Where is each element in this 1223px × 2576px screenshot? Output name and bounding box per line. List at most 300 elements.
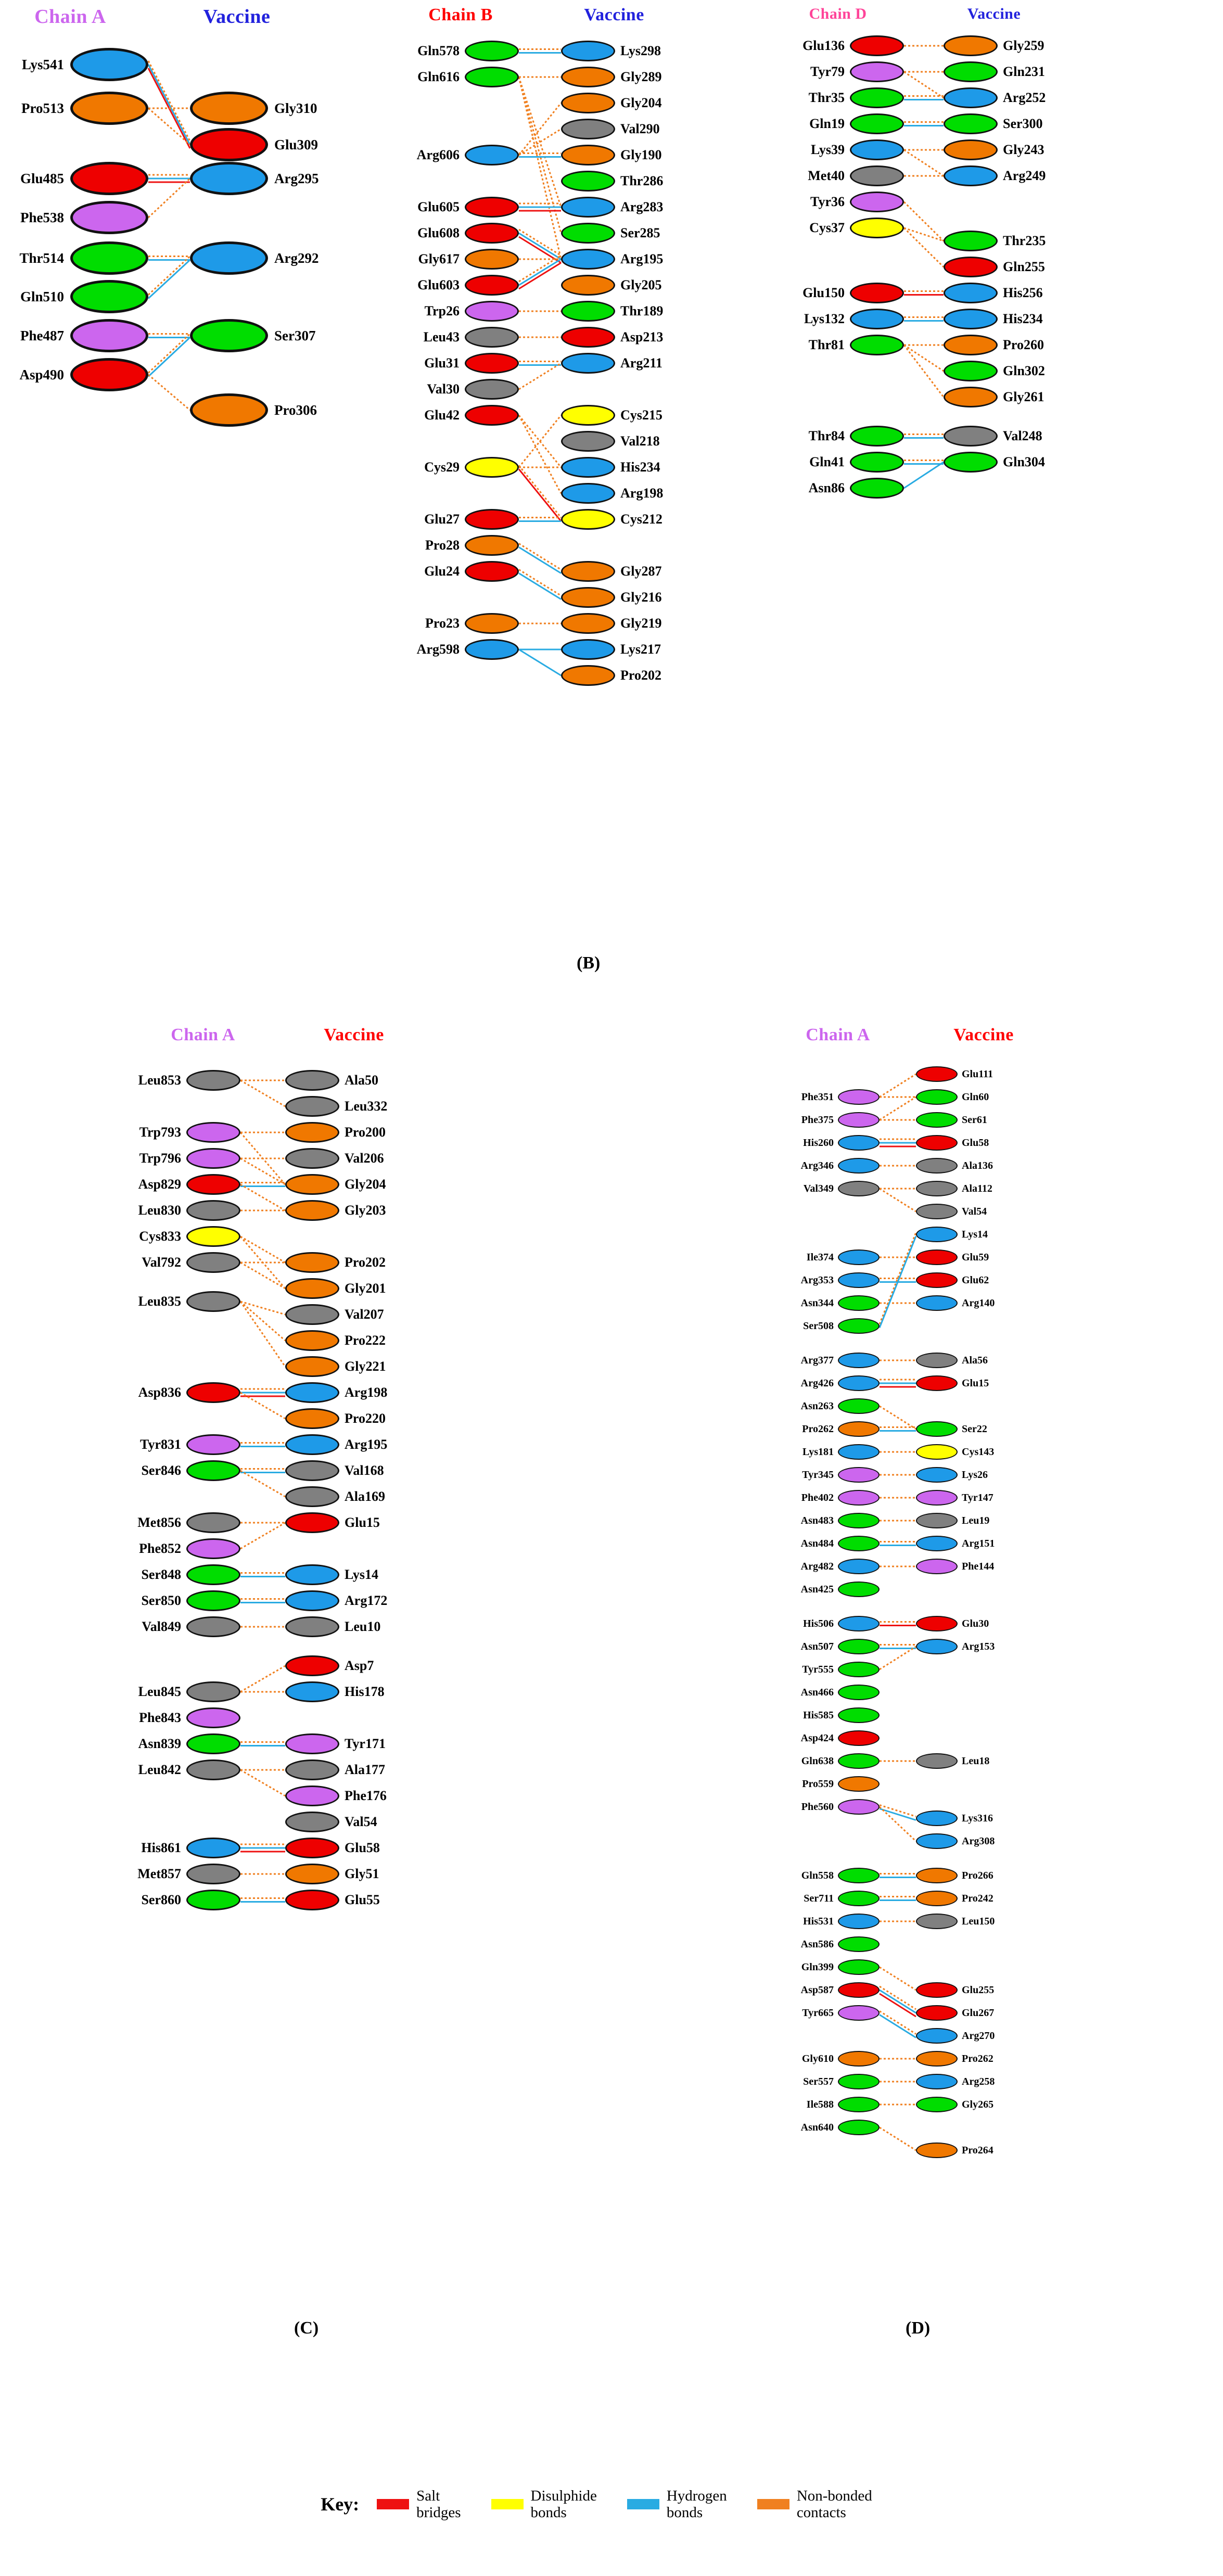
- residue-node[interactable]: [561, 67, 661, 87]
- residue-node[interactable]: [765, 1891, 880, 1906]
- residue-node[interactable]: [916, 1891, 993, 1906]
- residue-label: Asn586: [800, 1939, 834, 1950]
- residue-node[interactable]: [765, 2097, 880, 2112]
- residue-ellipse: [186, 1890, 240, 1910]
- residue-node[interactable]: [561, 587, 661, 608]
- residue-ellipse: [838, 1707, 880, 1723]
- residue-node[interactable]: [765, 426, 904, 447]
- residue-ellipse: [944, 139, 998, 160]
- residue-ellipse: [561, 119, 615, 139]
- residue-ellipse: [561, 275, 615, 296]
- residue-node[interactable]: [380, 223, 519, 244]
- residue-node[interactable]: [944, 257, 1045, 277]
- residue-node[interactable]: [765, 1398, 880, 1414]
- residue-node[interactable]: [285, 1174, 386, 1195]
- residue-node[interactable]: [944, 113, 1043, 134]
- residue-node[interactable]: [561, 171, 663, 192]
- residue-node[interactable]: [916, 1421, 987, 1437]
- residue-node[interactable]: [916, 1914, 995, 1929]
- residue-node[interactable]: [765, 1936, 880, 1952]
- residue-node[interactable]: [765, 1295, 880, 1311]
- bond-line: [240, 1080, 285, 1106]
- residue-node[interactable]: [944, 231, 1046, 251]
- residue-node[interactable]: [916, 1112, 987, 1128]
- residue-node[interactable]: [285, 1486, 385, 1507]
- residue-node[interactable]: [285, 1590, 387, 1611]
- residue-label: Gly204: [345, 1177, 386, 1192]
- residue-node[interactable]: [765, 1685, 880, 1700]
- residue-label: Ala56: [962, 1355, 988, 1366]
- residue-ellipse: [465, 561, 519, 582]
- residue-node[interactable]: [765, 1444, 880, 1460]
- residue-node[interactable]: [765, 1616, 880, 1631]
- residue-ellipse: [70, 162, 148, 195]
- residue-node[interactable]: [765, 1375, 880, 1391]
- residue-label: His585: [803, 1710, 834, 1721]
- residue-node[interactable]: [561, 41, 661, 61]
- residue-node[interactable]: [109, 1291, 240, 1312]
- residue-node[interactable]: [765, 35, 904, 56]
- residue-node[interactable]: [5, 280, 148, 313]
- bond-line: [519, 237, 561, 263]
- residue-node[interactable]: [380, 41, 519, 61]
- residue-label: Phe402: [801, 1492, 834, 1503]
- residue-node[interactable]: [561, 509, 663, 530]
- residue-label: Asp213: [620, 329, 664, 345]
- residue-label: Pro266: [962, 1870, 993, 1881]
- residue-label: Ser508: [803, 1320, 834, 1332]
- residue-node[interactable]: [916, 1513, 989, 1528]
- residue-ellipse: [838, 1467, 880, 1483]
- residue-node[interactable]: [109, 1512, 240, 1533]
- residue-node[interactable]: [916, 1639, 995, 1654]
- residue-node[interactable]: [285, 1122, 386, 1143]
- residue-node[interactable]: [765, 1318, 880, 1334]
- residue-node[interactable]: [109, 1434, 240, 1455]
- residue-node[interactable]: [765, 309, 904, 329]
- residue-ellipse: [838, 1295, 880, 1311]
- residue-ellipse: [838, 1398, 880, 1414]
- residue-node[interactable]: [765, 87, 904, 108]
- residue-label: Lys181: [802, 1446, 834, 1458]
- residue-ellipse: [70, 319, 148, 352]
- residue-node[interactable]: [561, 327, 663, 348]
- residue-ellipse: [850, 478, 904, 499]
- residue-node[interactable]: [561, 431, 660, 452]
- residue-node[interactable]: [944, 61, 1045, 82]
- residue-ellipse: [561, 587, 615, 608]
- residue-node[interactable]: [285, 1148, 384, 1169]
- residue-node[interactable]: [109, 1759, 240, 1780]
- residue-node[interactable]: [285, 1681, 385, 1702]
- bond-line: [880, 1805, 916, 1817]
- legend-line-2: bridges: [416, 2504, 461, 2521]
- residue-node[interactable]: [380, 353, 519, 374]
- residue-node[interactable]: [380, 379, 519, 400]
- residue-node[interactable]: [765, 1639, 880, 1654]
- residue-node[interactable]: [944, 165, 1046, 186]
- residue-node[interactable]: [285, 1382, 387, 1403]
- residue-node[interactable]: [561, 145, 661, 165]
- residue-node[interactable]: [765, 1272, 880, 1288]
- residue-node[interactable]: [916, 1444, 994, 1460]
- residue-node[interactable]: [109, 1070, 240, 1091]
- residue-node[interactable]: [944, 452, 1045, 473]
- residue-node[interactable]: [944, 361, 1045, 381]
- residue-node[interactable]: [916, 1227, 988, 1242]
- residue-node[interactable]: [765, 1959, 880, 1975]
- residue-node[interactable]: [285, 1070, 378, 1091]
- residue-node[interactable]: [285, 1278, 386, 1299]
- residue-node[interactable]: [916, 1868, 993, 1883]
- residue-node[interactable]: [561, 561, 661, 582]
- residue-node[interactable]: [5, 358, 148, 391]
- residue-node[interactable]: [765, 1135, 880, 1151]
- residue-ellipse: [70, 92, 148, 125]
- residue-node[interactable]: [285, 1564, 378, 1585]
- residue-node[interactable]: [561, 613, 661, 634]
- residue-label: His260: [803, 1137, 834, 1149]
- residue-node[interactable]: [380, 197, 519, 218]
- residue-node[interactable]: [561, 353, 663, 374]
- residue-node[interactable]: [765, 1753, 880, 1769]
- residue-node[interactable]: [765, 1089, 880, 1105]
- residue-node[interactable]: [916, 2074, 995, 2089]
- residue-node[interactable]: [561, 119, 660, 139]
- residue-node[interactable]: [561, 301, 663, 322]
- residue-node[interactable]: [916, 1833, 995, 1849]
- residue-node[interactable]: [944, 35, 1044, 56]
- residue-label: Asp424: [800, 1732, 834, 1744]
- residue-node[interactable]: [380, 613, 519, 634]
- residue-node[interactable]: [380, 509, 519, 530]
- residue-node[interactable]: [765, 1662, 880, 1677]
- residue-node[interactable]: [109, 1200, 240, 1221]
- residue-node[interactable]: [561, 197, 663, 218]
- residue-node[interactable]: [765, 218, 904, 238]
- residue-node[interactable]: [765, 1536, 880, 1551]
- residue-node[interactable]: [285, 1838, 380, 1858]
- residue-node[interactable]: [561, 405, 663, 426]
- residue-label: Pro559: [802, 1778, 834, 1790]
- residue-label: Phe852: [139, 1541, 181, 1556]
- residue-label: Lys541: [21, 56, 64, 72]
- residue-ellipse: [838, 1582, 880, 1597]
- residue-label: Gly204: [620, 95, 662, 110]
- residue-node[interactable]: [944, 309, 1043, 329]
- residue-node[interactable]: [765, 139, 904, 160]
- residue-node[interactable]: [561, 275, 661, 296]
- residue-node[interactable]: [285, 1890, 380, 1910]
- residue-node[interactable]: [916, 1066, 993, 1082]
- residue-node[interactable]: [380, 301, 519, 322]
- residue-node[interactable]: [944, 387, 1044, 407]
- residue-ellipse: [916, 2051, 958, 2067]
- residue-node[interactable]: [561, 665, 661, 686]
- residue-node[interactable]: [109, 1838, 240, 1858]
- residue-node[interactable]: [380, 249, 519, 270]
- residue-node[interactable]: [285, 1304, 384, 1325]
- residue-node[interactable]: [109, 1382, 240, 1403]
- bond-line: [519, 573, 561, 600]
- residue-node[interactable]: [916, 1181, 992, 1196]
- residue-node[interactable]: [916, 1982, 994, 1998]
- residue-ellipse: [190, 128, 268, 161]
- residue-node[interactable]: [190, 241, 319, 275]
- residue-ellipse: [838, 1753, 880, 1769]
- residue-node[interactable]: [109, 1252, 240, 1273]
- residue-node[interactable]: [944, 426, 1042, 447]
- residue-node[interactable]: [765, 113, 904, 134]
- residue-node[interactable]: [765, 478, 904, 499]
- residue-node[interactable]: [765, 452, 904, 473]
- residue-node[interactable]: [109, 1890, 240, 1910]
- residue-node[interactable]: [190, 393, 317, 427]
- residue-node[interactable]: [916, 1135, 989, 1151]
- residue-node[interactable]: [285, 1200, 386, 1221]
- residue-node[interactable]: [916, 1272, 989, 1288]
- residue-label: Arg249: [1003, 168, 1046, 183]
- residue-label: Phe176: [345, 1788, 387, 1803]
- residue-node[interactable]: [109, 1460, 240, 1481]
- residue-node[interactable]: [109, 1174, 240, 1195]
- residue-ellipse: [916, 1353, 958, 1368]
- residue-node[interactable]: [285, 1655, 374, 1676]
- residue-node[interactable]: [916, 2005, 994, 2021]
- residue-node[interactable]: [380, 405, 519, 426]
- residue-node[interactable]: [765, 1421, 880, 1437]
- residue-node[interactable]: [916, 1467, 988, 1483]
- residue-node[interactable]: [109, 1538, 240, 1559]
- residue-node[interactable]: [561, 639, 661, 660]
- residue-node[interactable]: [109, 1733, 240, 1754]
- residue-ellipse: [561, 431, 615, 452]
- residue-node[interactable]: [765, 1112, 880, 1128]
- residue-ellipse: [285, 1486, 339, 1507]
- residue-node[interactable]: [561, 249, 663, 270]
- residue-node[interactable]: [765, 1868, 880, 1883]
- residue-node[interactable]: [765, 165, 904, 186]
- residue-node[interactable]: [5, 201, 148, 234]
- residue-node[interactable]: [765, 1914, 880, 1929]
- residue-node[interactable]: [765, 2120, 880, 2135]
- residue-node[interactable]: [765, 1181, 880, 1196]
- legend-line-2: bonds: [666, 2504, 703, 2521]
- residue-node[interactable]: [285, 1512, 380, 1533]
- residue-node[interactable]: [944, 335, 1044, 355]
- residue-node[interactable]: [285, 1434, 387, 1455]
- residue-ellipse: [944, 87, 998, 108]
- residue-label: Glu485: [20, 170, 64, 186]
- residue-node[interactable]: [561, 93, 661, 113]
- residue-node[interactable]: [380, 145, 519, 165]
- residue-node[interactable]: [5, 48, 148, 81]
- residue-node[interactable]: [765, 335, 904, 355]
- bond-line: [148, 108, 190, 145]
- residue-node[interactable]: [5, 319, 148, 352]
- residue-node[interactable]: [916, 2028, 995, 2044]
- residue-node[interactable]: [916, 1753, 989, 1769]
- residue-node[interactable]: [109, 1707, 240, 1728]
- residue-node[interactable]: [916, 1616, 989, 1631]
- residue-node[interactable]: [765, 1776, 880, 1792]
- residue-label: Val218: [620, 433, 660, 449]
- residue-node[interactable]: [190, 92, 317, 125]
- residue-node[interactable]: [765, 1982, 880, 1998]
- residue-node[interactable]: [916, 2097, 993, 2112]
- bond-line: [240, 1263, 285, 1289]
- residue-node[interactable]: [109, 1864, 240, 1884]
- panel-b-left-header: Chain B: [428, 5, 493, 24]
- residue-node[interactable]: [109, 1122, 240, 1143]
- residue-node[interactable]: [190, 162, 319, 195]
- residue-node[interactable]: [916, 1375, 989, 1391]
- residue-node[interactable]: [285, 1864, 379, 1884]
- residue-node[interactable]: [285, 1786, 387, 1806]
- residue-node[interactable]: [916, 1490, 993, 1506]
- residue-node[interactable]: [916, 1559, 994, 1574]
- residue-ellipse: [465, 223, 519, 244]
- residue-label: Val207: [345, 1307, 384, 1322]
- residue-ellipse: [465, 275, 519, 296]
- residue-node[interactable]: [561, 457, 660, 478]
- residue-node[interactable]: [5, 162, 148, 195]
- residue-label: Leu10: [345, 1619, 381, 1634]
- residue-node[interactable]: [285, 1733, 386, 1754]
- residue-node[interactable]: [285, 1616, 380, 1637]
- residue-node[interactable]: [765, 283, 904, 303]
- residue-node[interactable]: [765, 1353, 880, 1368]
- residue-label: Gln19: [809, 116, 845, 131]
- residue-node[interactable]: [916, 1353, 988, 1368]
- residue-node[interactable]: [380, 561, 519, 582]
- residue-node[interactable]: [916, 1536, 995, 1551]
- residue-node[interactable]: [285, 1812, 377, 1832]
- residue-ellipse: [916, 2097, 958, 2112]
- residue-node[interactable]: [916, 1810, 993, 1826]
- residue-node[interactable]: [916, 2143, 993, 2158]
- residue-node[interactable]: [765, 2005, 880, 2021]
- residue-node[interactable]: [916, 1249, 989, 1265]
- residue-node[interactable]: [765, 2074, 880, 2089]
- bond-line: [148, 334, 190, 373]
- residue-label: Tyr345: [802, 1469, 834, 1481]
- residue-node[interactable]: [916, 1295, 995, 1311]
- residue-node[interactable]: [380, 327, 519, 348]
- residue-label: Pro23: [425, 616, 460, 631]
- residue-label: Ser285: [620, 225, 660, 240]
- residue-node[interactable]: [5, 92, 148, 125]
- residue-ellipse: [285, 1564, 339, 1585]
- residue-ellipse: [186, 1564, 240, 1585]
- residue-node[interactable]: [285, 1356, 386, 1377]
- residue-ellipse: [285, 1304, 339, 1325]
- residue-node[interactable]: [561, 483, 663, 504]
- residue-ellipse: [850, 35, 904, 56]
- residue-node[interactable]: [765, 1467, 880, 1483]
- residue-node[interactable]: [765, 61, 904, 82]
- residue-node[interactable]: [765, 1249, 880, 1265]
- residue-label: Val849: [142, 1619, 181, 1634]
- residue-ellipse: [186, 1838, 240, 1858]
- residue-node[interactable]: [109, 1226, 240, 1247]
- residue-node[interactable]: [285, 1408, 386, 1429]
- residue-node[interactable]: [109, 1616, 240, 1637]
- residue-label: Lys316: [962, 1813, 993, 1824]
- residue-node[interactable]: [944, 87, 1046, 108]
- residue-label: Glu27: [424, 512, 460, 527]
- residue-node[interactable]: [380, 535, 519, 556]
- residue-ellipse: [465, 457, 519, 478]
- residue-ellipse: [186, 1759, 240, 1780]
- residue-label: Cys212: [620, 512, 663, 527]
- residue-node[interactable]: [765, 1799, 880, 1815]
- residue-node[interactable]: [916, 1158, 993, 1174]
- residue-node[interactable]: [916, 1204, 987, 1219]
- residue-label: Pro28: [425, 538, 460, 553]
- residue-node[interactable]: [285, 1096, 387, 1117]
- residue-node[interactable]: [285, 1759, 385, 1780]
- residue-node[interactable]: [765, 1730, 880, 1746]
- residue-node[interactable]: [380, 275, 519, 296]
- residue-node[interactable]: [561, 223, 660, 244]
- residue-ellipse: [285, 1759, 339, 1780]
- residue-node[interactable]: [109, 1681, 240, 1702]
- residue-node[interactable]: [190, 319, 315, 352]
- residue-node[interactable]: [285, 1330, 386, 1351]
- residue-label: Leu853: [138, 1073, 181, 1088]
- residue-node[interactable]: [380, 67, 519, 87]
- residue-ellipse: [838, 1375, 880, 1391]
- residue-ellipse: [186, 1733, 240, 1754]
- residue-label: Asp7: [345, 1658, 374, 1673]
- residue-node[interactable]: [765, 1707, 880, 1723]
- residue-node[interactable]: [5, 241, 148, 275]
- residue-node[interactable]: [109, 1590, 240, 1611]
- residue-node[interactable]: [190, 128, 318, 161]
- legend-line-2: bonds: [530, 2504, 567, 2521]
- residue-label: Ser860: [141, 1892, 181, 1907]
- residue-node[interactable]: [916, 2051, 993, 2067]
- residue-node[interactable]: [109, 1564, 240, 1585]
- residue-label: Ser846: [141, 1463, 181, 1478]
- residue-label: Lys39: [810, 142, 845, 157]
- residue-node[interactable]: [916, 1089, 989, 1105]
- residue-node[interactable]: [765, 1513, 880, 1528]
- legend-key: [0, 2488, 1223, 2521]
- residue-node[interactable]: [944, 283, 1043, 303]
- residue-node[interactable]: [109, 1148, 240, 1169]
- bond-line: [240, 1236, 285, 1289]
- residue-label: Arg598: [416, 642, 460, 657]
- panel-d-interaction-diagram: [765, 1025, 1129, 2274]
- residue-node[interactable]: [765, 192, 904, 212]
- residue-node[interactable]: [765, 1559, 880, 1574]
- bond-line: [880, 1990, 916, 2013]
- residue-node[interactable]: [765, 2051, 880, 2067]
- residue-node[interactable]: [380, 639, 519, 660]
- residue-node[interactable]: [765, 1582, 880, 1597]
- residue-label: Arg252: [1003, 90, 1046, 105]
- residue-ellipse: [285, 1122, 339, 1143]
- residue-node[interactable]: [285, 1460, 384, 1481]
- residue-node[interactable]: [380, 457, 519, 478]
- residue-node[interactable]: [944, 139, 1044, 160]
- residue-node[interactable]: [765, 1158, 880, 1174]
- residue-node[interactable]: [765, 1490, 880, 1506]
- residue-node[interactable]: [285, 1252, 386, 1273]
- bond-line: [148, 65, 190, 145]
